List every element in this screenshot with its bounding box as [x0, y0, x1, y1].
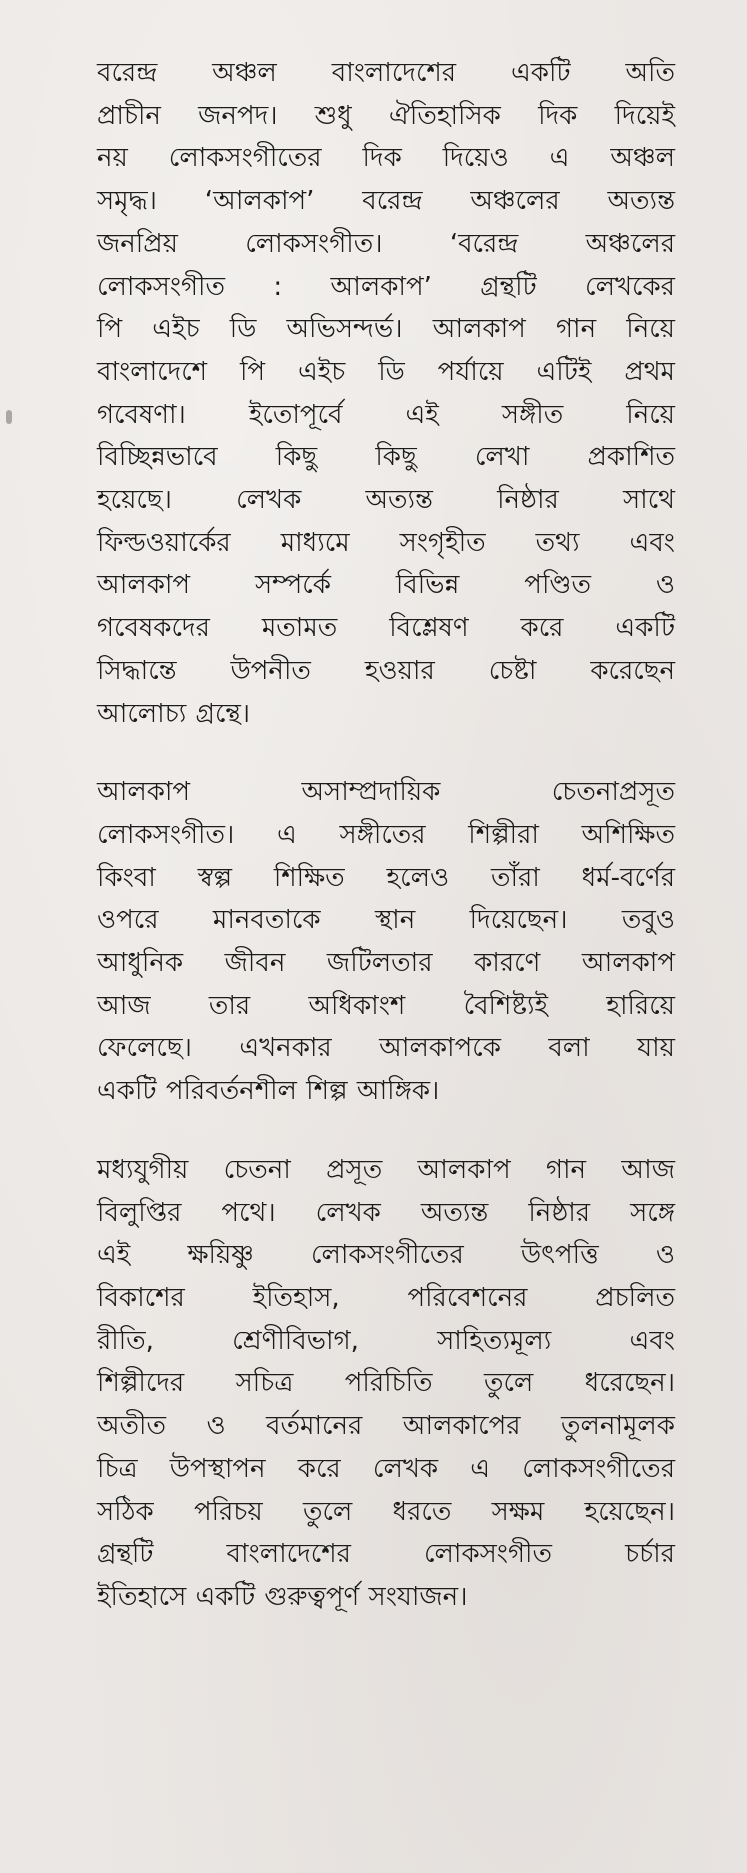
- text-line: একটি পরিবর্তনশীল শিল্প আঙ্গিক।: [97, 1076, 440, 1107]
- article-column: [97, 52, 675, 1655]
- text-line: আধুনিক জীবন জটিলতার কারণে আলকাপ: [97, 948, 675, 979]
- paragraph-3: [97, 1149, 675, 1619]
- text-line: এই ক্ষয়িষ্ণু লোকসংগীতের উৎপত্তি ও: [97, 1240, 675, 1271]
- text-line: কিংবা স্বল্প শিক্ষিত হলেও তাঁরা ধর্ম-বর্ণের: [97, 862, 675, 893]
- text-line: গবেষণা। ইতোপূর্বে এই সঙ্গীত নিয়ে: [97, 399, 675, 430]
- text-line: বিকাশের ইতিহাস, পরিবেশনের প্রচলিত: [97, 1282, 675, 1313]
- text-line: বরেন্দ্র অঞ্চল বাংলাদেশের একটি অতি: [97, 58, 675, 88]
- text-line: ইতিহাসে একটি গুরুত্বপূর্ণ সংযাজন।: [97, 1581, 468, 1612]
- text-line: সমৃদ্ধ। ‘আলকাপ’ বরেন্দ্র অঞ্চলের অত্যন্ত: [97, 186, 675, 217]
- text-line: শিল্পীদের সচিত্র পরিচিতি তুলে ধরেছেন।: [97, 1368, 675, 1399]
- text-line: পি এইচ ডি অভিসন্দর্ভ। আলকাপ গান নিয়ে: [97, 314, 675, 345]
- text-line: জনপ্রিয় লোকসংগীত। ‘বরেন্দ্র অঞ্চলের: [97, 228, 675, 259]
- text-line: ফিল্ডওয়ার্কের মাধ্যমে সংগৃহীত তথ্য এবং: [97, 527, 675, 558]
- paragraph-2: [97, 771, 675, 1113]
- text-line: আলোচ্য গ্রন্থে।: [97, 698, 251, 729]
- text-line: গ্রন্থটি বাংলাদেশের লোকসংগীত চর্চার: [97, 1539, 675, 1570]
- text-line: নয় লোকসংগীতের দিক দিয়েও এ অঞ্চল: [97, 143, 675, 174]
- text-line: ওপরে মানবতাকে স্থান দিয়েছেন। তবুও: [97, 905, 675, 936]
- text-line: মধ্যযুগীয় চেতনা প্রসূত আলকাপ গান আজ: [97, 1154, 675, 1185]
- paragraph-1: [97, 52, 675, 735]
- text-line: প্রাচীন জনপদ। শুধু ঐতিহাসিক দিক দিয়েই: [97, 100, 675, 131]
- text-line: বিচ্ছিন্নভাবে কিছু কিছু লেখা প্রকাশিত: [97, 442, 675, 473]
- text-line: লোকসংগীত : আলকাপ’ গ্রন্থটি লেখকের: [97, 271, 675, 302]
- text-line: ফেলেছে। এখনকার আলকাপকে বলা যায়: [97, 1033, 675, 1064]
- text-line: আজ তার অধিকাংশ বৈশিষ্ট্যই হারিয়ে: [97, 990, 675, 1021]
- text-line: সিদ্ধান্তে উপনীত হওয়ার চেষ্টা করেছেন: [97, 655, 675, 686]
- text-line: সঠিক পরিচয় তুলে ধরতে সক্ষম হয়েছেন।: [97, 1496, 675, 1527]
- text-line: রীতি, শ্রেণীবিভাগ, সাহিত্যমূল্য এবং: [97, 1325, 675, 1356]
- text-line: লোকসংগীত। এ সঙ্গীতের শিল্পীরা অশিক্ষিত: [97, 819, 675, 850]
- text-line: চিত্র উপস্থাপন করে লেখক এ লোকসংগীতের: [97, 1453, 675, 1484]
- text-line: আলকাপ অসাম্প্রদায়িক চেতনাপ্রসূত: [97, 777, 675, 808]
- text-line: অতীত ও বর্তমানের আলকাপের তুলনামূলক: [97, 1411, 675, 1442]
- text-line: আলকাপ সম্পর্কে বিভিন্ন পণ্ডিত ও: [97, 570, 675, 601]
- text-line: হয়েছে। লেখক অত্যন্ত নিষ্ঠার সাথে: [97, 485, 675, 516]
- text-line: বাংলাদেশে পি এইচ ডি পর্যায়ে এটিই প্রথম: [97, 356, 675, 387]
- text-line: বিলুপ্তির পথে। লেখক অত্যন্ত নিষ্ঠার সঙ্গে: [97, 1197, 675, 1228]
- paper-speck: [6, 410, 12, 424]
- text-line: গবেষকদের মতামত বিশ্লেষণ করে একটি: [97, 613, 675, 644]
